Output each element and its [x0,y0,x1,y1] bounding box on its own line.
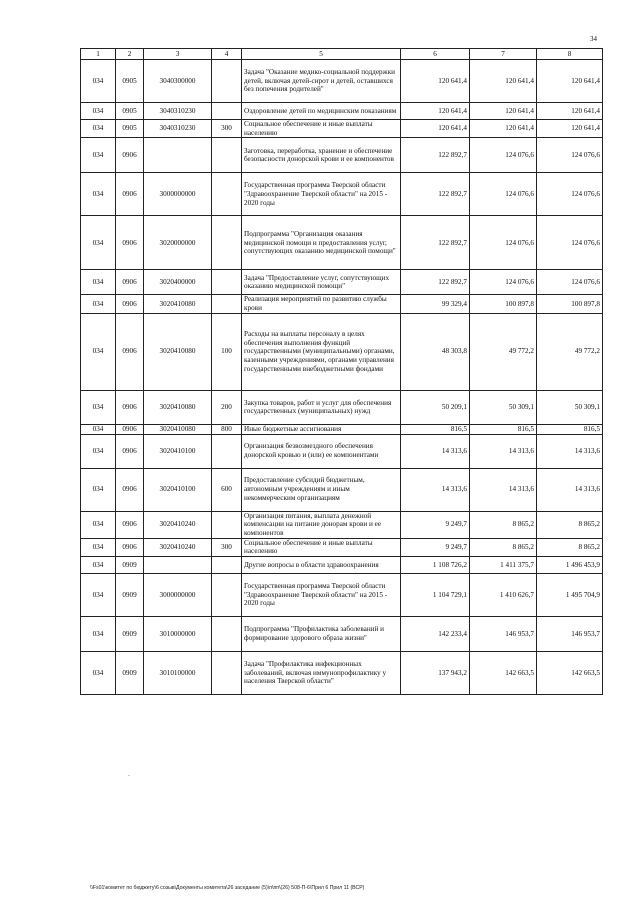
footer-file-path: \\Fs01\комитет по бюджету\6 созыв\Документы комитета\26 заседание (5)\п\пп\(26) 508-П-6\Прил 6 Прил 11 (ВСР) [90,885,365,891]
amount-cell-col8: 8 865,2 [537,511,603,538]
description-cell: Задача "Профилактика инфекционных заболеваний, включая иммунопрофилактику у населения Тверской области" [242,652,401,695]
expense-type-cell: 100 [212,313,242,390]
amount-cell-col7: 120 641,4 [470,103,537,120]
expense-type-cell: 300 [212,120,242,138]
target-code-cell: 3020410240 [144,538,212,556]
amount-cell-col6: 1 104 729,1 [401,574,470,617]
ministry-code-cell: 034 [81,468,116,511]
budget-table [80,48,603,695]
ministry-code-cell: 034 [81,216,116,270]
table-row [81,390,603,424]
target-code-cell: 3020410100 [144,434,212,468]
target-code-cell [144,557,212,574]
amount-cell-col8: 124 076,6 [537,270,603,295]
amount-cell-col8: 100 897,8 [537,295,603,313]
amount-cell-col8: 49 772,2 [537,313,603,390]
target-code-cell: 3020400000 [144,270,212,295]
header-cell: 8 [537,49,603,60]
target-code-cell: 3010100000 [144,652,212,695]
ministry-code-cell: 034 [81,138,116,173]
section-code-cell: 0906 [116,390,144,424]
description-cell: Подпрограмма "Организация оказания медицинской помощи и предоставления услуг, сопутствующих оказанию медицинской помощи" [242,216,401,270]
amount-cell-col6: 99 329,4 [401,295,470,313]
amount-cell-col7: 8 865,2 [470,511,537,538]
expense-type-cell [212,557,242,574]
header-cell: 5 [242,49,401,60]
target-code-cell: 3020410080 [144,424,212,434]
description-cell: Закупка товаров, работ и услуг для обеспечения государственных (муниципальных) нужд [242,390,401,424]
ministry-code-cell: 034 [81,173,116,216]
table-row [81,617,603,652]
expense-type-cell [212,138,242,173]
amount-cell-col8: 124 076,6 [537,216,603,270]
ministry-code-cell: 034 [81,390,116,424]
amount-cell-col8: 124 076,6 [537,173,603,216]
amount-cell-col7: 124 076,6 [470,173,537,216]
expense-type-cell: 600 [212,468,242,511]
table-row [81,424,603,434]
section-code-cell: 0906 [116,313,144,390]
header-cell: 4 [212,49,242,60]
description-cell: Реализация мероприятий по развитию службы крови [242,295,401,313]
table-row [81,120,603,138]
target-code-cell: 3020410240 [144,511,212,538]
section-code-cell: 0909 [116,557,144,574]
header-cell: 3 [144,49,212,60]
amount-cell-col6: 120 641,4 [401,120,470,138]
amount-cell-col8: 8 865,2 [537,538,603,556]
section-code-cell: 0909 [116,574,144,617]
expense-type-cell [212,173,242,216]
description-cell: Государственная программа Тверской области "Здравоохранение Тверской области" на 2015 - 2020 годы [242,574,401,617]
amount-cell-col6: 9 249,7 [401,511,470,538]
table-row [81,468,603,511]
table-row [81,103,603,120]
target-code-cell: 3020410080 [144,313,212,390]
amount-cell-col6: 122 892,7 [401,270,470,295]
table-row [81,434,603,468]
section-code-cell: 0906 [116,216,144,270]
description-cell: Предоставление субсидий бюджетным, автономным учреждениям и иным некоммерческим организациям [242,468,401,511]
amount-cell-col7: 120 641,4 [470,60,537,103]
ministry-code-cell: 034 [81,120,116,138]
ministry-code-cell: 034 [81,424,116,434]
ministry-code-cell: 034 [81,434,116,468]
ministry-code-cell: 034 [81,538,116,556]
amount-cell-col8: 816,5 [537,424,603,434]
amount-cell-col8: 14 313,6 [537,468,603,511]
ministry-code-cell: 034 [81,270,116,295]
ministry-code-cell: 034 [81,652,116,695]
amount-cell-col6: 1 108 726,2 [401,557,470,574]
description-cell: Иные бюджетные ассигнования [242,424,401,434]
amount-cell-col7: 100 897,8 [470,295,537,313]
table-row [81,511,603,538]
header-cell: 6 [401,49,470,60]
table-row [81,270,603,295]
section-code-cell: 0909 [116,652,144,695]
expense-type-cell: 200 [212,390,242,424]
ministry-code-cell: 034 [81,617,116,652]
target-code-cell: 3040310230 [144,103,212,120]
amount-cell-col8: 50 309,1 [537,390,603,424]
amount-cell-col6: 48 303,8 [401,313,470,390]
header-cell: 1 [81,49,116,60]
section-code-cell: 0906 [116,538,144,556]
target-code-cell: 3000000000 [144,173,212,216]
ministry-code-cell: 034 [81,60,116,103]
description-cell: Организация безвозмездного обеспечения донорской кровью и (или) ее компонентами [242,434,401,468]
description-cell: Социальное обеспечение и иные выплаты населению [242,120,401,138]
amount-cell-col7: 120 641,4 [470,120,537,138]
ministry-code-cell: 034 [81,574,116,617]
expense-type-cell: 300 [212,538,242,556]
table-row [81,313,603,390]
section-code-cell: 0906 [116,270,144,295]
amount-cell-col7: 124 076,6 [470,138,537,173]
target-code-cell: 3040310230 [144,120,212,138]
amount-cell-col8: 142 663,5 [537,652,603,695]
target-code-cell: 3010000000 [144,617,212,652]
amount-cell-col7: 14 313,6 [470,434,537,468]
amount-cell-col7: 816,5 [470,424,537,434]
expense-type-cell [212,434,242,468]
table-body [81,60,603,695]
section-code-cell: 0905 [116,60,144,103]
target-code-cell: 3000000000 [144,574,212,617]
section-code-cell: 0906 [116,434,144,468]
expense-type-cell: 800 [212,424,242,434]
section-code-cell: 0906 [116,173,144,216]
amount-cell-col6: 122 892,7 [401,138,470,173]
description-cell: Другие вопросы в области здравоохранения [242,557,401,574]
ministry-code-cell: 034 [81,295,116,313]
amount-cell-col7: 146 953,7 [470,617,537,652]
table-header-row [81,49,603,60]
amount-cell-col7: 49 772,2 [470,313,537,390]
table-row [81,557,603,574]
table-row [81,138,603,173]
amount-cell-col8: 14 313,6 [537,434,603,468]
amount-cell-col6: 120 641,4 [401,103,470,120]
expense-type-cell [212,574,242,617]
description-cell: Оздоровление детей по медицинским показаниям [242,103,401,120]
section-code-cell: 0906 [116,295,144,313]
amount-cell-col6: 142 233,4 [401,617,470,652]
header-cell: 2 [116,49,144,60]
table-row [81,652,603,695]
amount-cell-col7: 124 076,6 [470,270,537,295]
table-row [81,173,603,216]
expense-type-cell [212,103,242,120]
ministry-code-cell: 034 [81,511,116,538]
amount-cell-col8: 120 641,4 [537,120,603,138]
expense-type-cell [212,60,242,103]
page-number: 34 [590,35,597,43]
target-code-cell: 3040300000 [144,60,212,103]
description-cell: Государственная программа Тверской области "Здравоохранение Тверской области" на 2015 - 2020 годы [242,173,401,216]
description-cell: Подпрограмма "Профилактика заболеваний и формирование здорового образа жизни" [242,617,401,652]
amount-cell-col8: 1 495 704,9 [537,574,603,617]
target-code-cell [144,138,212,173]
target-code-cell: 3020410080 [144,295,212,313]
amount-cell-col6: 122 892,7 [401,173,470,216]
expense-type-cell [212,652,242,695]
section-code-cell: 0906 [116,138,144,173]
amount-cell-col7: 8 865,2 [470,538,537,556]
target-code-cell: 3020410080 [144,390,212,424]
section-code-cell: 0905 [116,120,144,138]
ministry-code-cell: 034 [81,313,116,390]
description-cell: Социальное обеспечение и иные выплаты населению [242,538,401,556]
amount-cell-col6: 14 313,6 [401,468,470,511]
table-row [81,295,603,313]
amount-cell-col6: 816,5 [401,424,470,434]
amount-cell-col6: 9 249,7 [401,538,470,556]
table-row [81,538,603,556]
table-row [81,216,603,270]
amount-cell-col6: 137 943,2 [401,652,470,695]
amount-cell-col7: 50 309,1 [470,390,537,424]
amount-cell-col8: 120 641,4 [537,60,603,103]
amount-cell-col8: 1 496 453,9 [537,557,603,574]
margin-mark: - [128,773,130,779]
description-cell: Задача "Оказание медико-социальной поддержки детей, включая детей-сирот и детей, оставшихся без попечения родителей" [242,60,401,103]
section-code-cell: 0909 [116,617,144,652]
description-cell: Расходы на выплаты персоналу в целях обеспечения выполнения функций государственными (муниципальными) органами, казенными учреждениями, органами управления государственными внебюджетными фондами [242,313,401,390]
table-row [81,60,603,103]
amount-cell-col6: 50 209,1 [401,390,470,424]
amount-cell-col6: 122 892,7 [401,216,470,270]
amount-cell-col6: 14 313,6 [401,434,470,468]
description-cell: Задача "Предоставление услуг, сопутствующих оказанию медицинской помощи" [242,270,401,295]
expense-type-cell [212,270,242,295]
target-code-cell: 3020410100 [144,468,212,511]
header-cell: 7 [470,49,537,60]
description-cell: Организация питания, выплата денежной компенсации на питание донорам крови и ее компонентов [242,511,401,538]
expense-type-cell [212,511,242,538]
target-code-cell: 3020000000 [144,216,212,270]
amount-cell-col7: 14 313,6 [470,468,537,511]
description-cell: Заготовка, переработка, хранение и обеспечение безопасности донорской крови и ее компонентов [242,138,401,173]
amount-cell-col7: 124 076,6 [470,216,537,270]
section-code-cell: 0906 [116,511,144,538]
section-code-cell: 0906 [116,424,144,434]
amount-cell-col8: 120 641,4 [537,103,603,120]
amount-cell-col7: 1 411 375,7 [470,557,537,574]
expense-type-cell [212,617,242,652]
section-code-cell: 0906 [116,468,144,511]
amount-cell-col8: 146 953,7 [537,617,603,652]
expense-type-cell [212,216,242,270]
section-code-cell: 0905 [116,103,144,120]
expense-type-cell [212,295,242,313]
ministry-code-cell: 034 [81,557,116,574]
amount-cell-col6: 120 641,4 [401,60,470,103]
amount-cell-col7: 1 410 626,7 [470,574,537,617]
amount-cell-col7: 142 663,5 [470,652,537,695]
amount-cell-col8: 124 076,6 [537,138,603,173]
table-row [81,574,603,617]
ministry-code-cell: 034 [81,103,116,120]
